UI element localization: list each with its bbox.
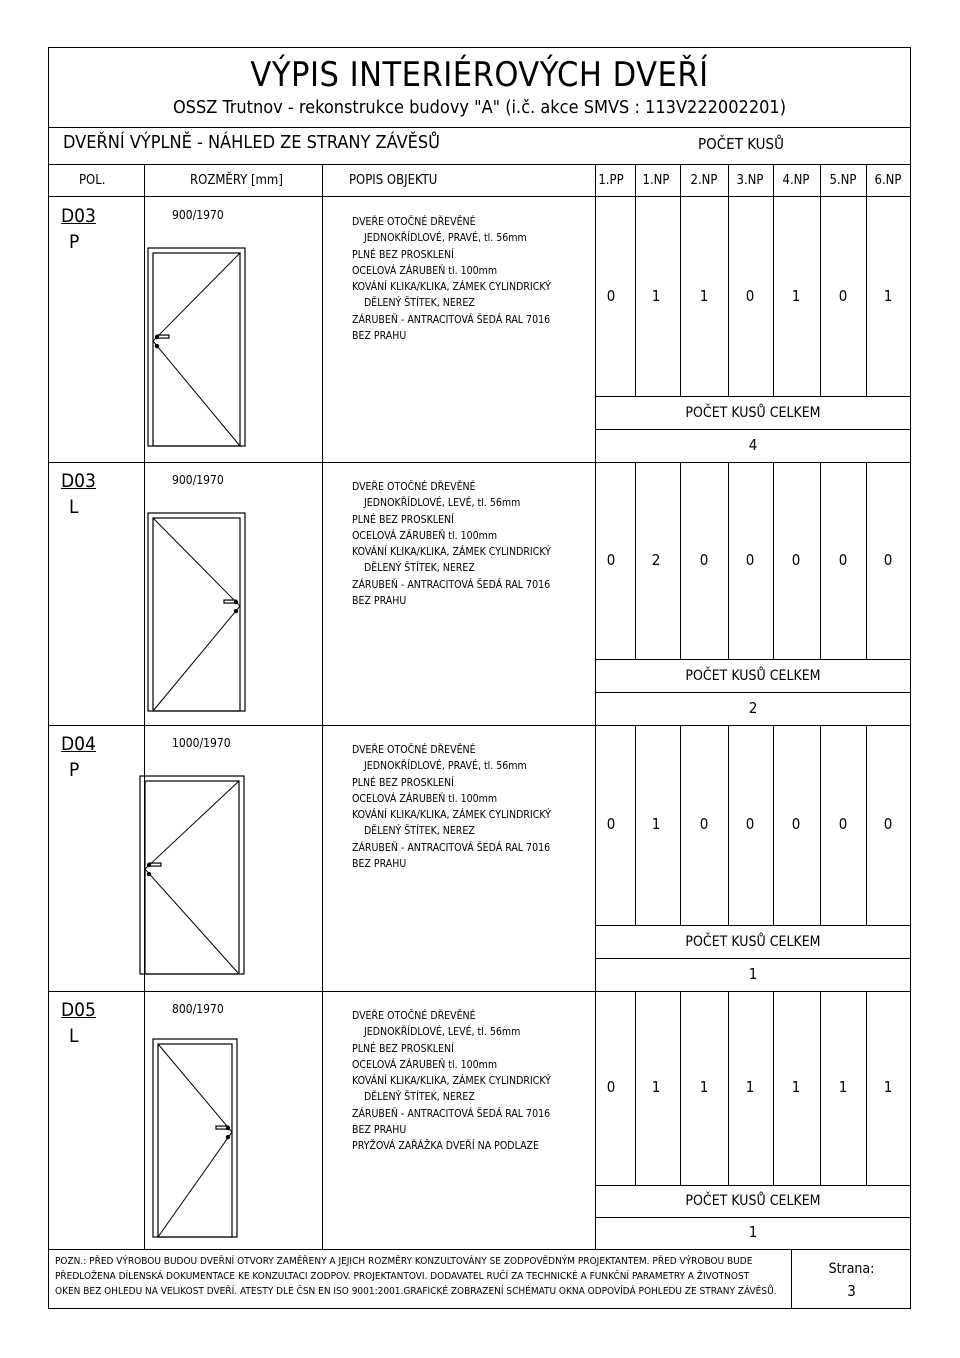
page-subtitle: OSSZ Trutnov - rekonstrukce budovy "A" (i.č. akce SMVS : 113V222002201) xyxy=(172,97,787,118)
grid-line xyxy=(595,659,911,660)
opening-line xyxy=(153,253,240,341)
grid-line xyxy=(728,197,729,396)
floor-count: 0 xyxy=(745,815,755,833)
floor-count: 1 xyxy=(699,1078,709,1096)
header-col-divider xyxy=(866,164,867,197)
floor-count: 0 xyxy=(745,287,755,305)
door-frame xyxy=(148,248,245,446)
grid-line xyxy=(728,991,729,1185)
door-elevation-drawing xyxy=(149,1035,241,1241)
grid-line xyxy=(48,991,911,992)
grid-line xyxy=(728,725,729,925)
door-handle-knob xyxy=(226,1126,230,1130)
grid-line xyxy=(595,197,596,462)
grid-line xyxy=(595,958,911,959)
total-label: POČET KUSŮ CELKEM xyxy=(685,668,821,684)
door-lock xyxy=(147,872,151,876)
opening-line xyxy=(153,341,240,446)
door-dimensions: 900/1970 xyxy=(172,208,224,222)
grid-line xyxy=(820,462,821,659)
header-col-divider xyxy=(680,164,681,197)
grid-line xyxy=(773,991,774,1185)
grid-line xyxy=(48,725,911,726)
floor-count: 1 xyxy=(791,287,801,305)
grid-line xyxy=(820,197,821,396)
door-leaf xyxy=(158,1044,232,1237)
footer-note: POZN.: PŘED VÝROBOU BUDOU DVEŘNÍ OTVORY ZAMĚŘENY A JEJICH ROZMĚRY KONZULTOVÁNY SE ZODPOVĚDNÝM PROJEKTANTEM. PŘED VÝROBOU BUDE PŘEDLOŽENA DÍLENSKÁ DOKUMENTACE KE KONZULTACI ZODPOV. PROJEKTANTOVI. DODAVATEL RUČÍ ZA TECHNICKÉ A FUNKČNÍ PARAMETRY A ŽIVOTNOST OKEN BEZ OHLEDU NA VELIKOST DVEŘÍ. ATESTY DLE ČSN EN ISO 9001:2001.GRAFICKÉ ZOBRAZENÍ SCHÉMATU OKNA ODPOVÍDÁ POHLEDU ZE STRANY ZÁVĚSŮ. xyxy=(55,1256,777,1297)
door-elevation-drawing xyxy=(144,509,249,715)
door-code: D03 xyxy=(61,470,96,492)
opening-line xyxy=(153,518,240,606)
grid-line xyxy=(773,725,774,925)
grid-line xyxy=(595,1217,911,1218)
column-header-floor: 6.NP xyxy=(874,173,902,188)
count-title: POČET KUSŮ xyxy=(697,135,784,153)
header-col-divider xyxy=(820,164,821,197)
grid-line xyxy=(595,396,911,397)
door-side: L xyxy=(69,496,79,518)
grid-line xyxy=(866,725,867,925)
floor-count: 0 xyxy=(838,287,848,305)
grid-line xyxy=(595,1185,911,1186)
floor-count: 1 xyxy=(838,1078,848,1096)
floor-count: 0 xyxy=(838,551,848,569)
header-col-divider xyxy=(773,164,774,197)
column-header-floor: 5.NP xyxy=(829,173,857,188)
floor-count: 0 xyxy=(606,551,616,569)
page-label: Strana: xyxy=(828,1261,875,1277)
floor-count: 0 xyxy=(699,815,709,833)
page-number: 3 xyxy=(847,1282,856,1300)
floor-count: 1 xyxy=(699,287,709,305)
floor-count: 2 xyxy=(651,551,661,569)
floor-count: 1 xyxy=(883,1078,893,1096)
column-header-floor: 4.NP xyxy=(782,173,810,188)
door-code: D05 xyxy=(61,999,96,1021)
total-label: POČET KUSŮ CELKEM xyxy=(685,405,821,421)
floor-count: 0 xyxy=(883,815,893,833)
floor-count: 0 xyxy=(791,551,801,569)
divider xyxy=(48,196,911,197)
floor-count: 0 xyxy=(838,815,848,833)
door-code: D04 xyxy=(61,733,96,755)
floor-count: 0 xyxy=(883,551,893,569)
divider xyxy=(791,1249,792,1309)
section-title: DVEŘNÍ VÝPLNĚ - NÁHLED ZE STRANY ZÁVĚSŮ xyxy=(63,132,441,153)
door-side: P xyxy=(69,759,80,781)
column-header-floor: 1.PP xyxy=(598,173,624,188)
floor-count: 1 xyxy=(745,1078,755,1096)
door-handle-knob xyxy=(147,863,151,867)
door-frame xyxy=(153,1039,237,1237)
total-value: 1 xyxy=(748,965,758,983)
door-handle-knob xyxy=(234,600,238,604)
door-dimensions: 1000/1970 xyxy=(172,736,231,750)
divider xyxy=(48,127,911,128)
door-description: DVEŘE OTOČNÉ DŘEVĚNÉ JEDNOKŘÍDLOVÉ, PRAVÉ, tl. 56mm PLNÉ BEZ PROSKLENÍ OCELOVÁ ZÁRUBEŇ tl. 100mm KOVÁNÍ KLIKA/KLIKA, ZÁMEK CYLINDRICKÝ DĚLENÝ ŠTÍTEK, NEREZ ZÁRUBEŇ - ANTRACITOVÁ ŠEDÁ RAL 7016 BEZ PRAHU xyxy=(352,216,551,343)
floor-count: 0 xyxy=(791,815,801,833)
door-lock xyxy=(226,1135,230,1139)
floor-count: 1 xyxy=(651,815,661,833)
total-label: POČET KUSŮ CELKEM xyxy=(685,934,821,950)
door-elevation-drawing xyxy=(136,772,248,978)
header-col-divider xyxy=(635,164,636,197)
door-elevation-drawing xyxy=(144,244,249,450)
grid-line xyxy=(866,991,867,1185)
floor-count: 1 xyxy=(791,1078,801,1096)
opening-line xyxy=(153,606,240,711)
grid-line xyxy=(322,991,323,1249)
door-lock xyxy=(234,609,238,613)
grid-line xyxy=(866,462,867,659)
header-col-divider xyxy=(595,164,596,197)
grid-line xyxy=(322,197,323,462)
opening-line xyxy=(145,869,239,974)
door-leaf xyxy=(145,781,239,974)
grid-line xyxy=(48,462,911,463)
divider xyxy=(48,1249,911,1250)
opening-line xyxy=(158,1132,232,1237)
grid-line xyxy=(680,725,681,925)
door-dimensions: 800/1970 xyxy=(172,1002,224,1016)
page-title: VÝPIS INTERIÉROVÝCH DVEŘÍ xyxy=(250,55,709,95)
floor-count: 1 xyxy=(883,287,893,305)
floor-count: 0 xyxy=(699,551,709,569)
column-header-pos: POL. xyxy=(79,173,106,188)
header-col-divider xyxy=(144,164,145,197)
door-description: DVEŘE OTOČNÉ DŘEVĚNÉ JEDNOKŘÍDLOVÉ, PRAVÉ, tl. 56mm PLNÉ BEZ PROSKLENÍ OCELOVÁ ZÁRUBEŇ tl. 100mm KOVÁNÍ KLIKA/KLIKA, ZÁMEK CYLINDRICKÝ DĚLENÝ ŠTÍTEK, NEREZ ZÁRUBEŇ - ANTRACITOVÁ ŠEDÁ RAL 7016 BEZ PRAHU xyxy=(352,744,551,871)
opening-line xyxy=(145,781,239,869)
grid-line xyxy=(680,462,681,659)
opening-line xyxy=(158,1044,232,1132)
door-leaf xyxy=(153,518,240,711)
floor-count: 0 xyxy=(606,1078,616,1096)
total-label: POČET KUSŮ CELKEM xyxy=(685,1193,821,1209)
grid-line xyxy=(144,991,145,1249)
door-lock xyxy=(155,344,159,348)
door-frame xyxy=(148,513,245,711)
total-value: 1 xyxy=(748,1223,758,1241)
door-dimensions: 900/1970 xyxy=(172,473,224,487)
door-description: DVEŘE OTOČNÉ DŘEVĚNÉ JEDNOKŘÍDLOVÉ, LEVÉ, tl. 56mm PLNÉ BEZ PROSKLENÍ OCELOVÁ ZÁRUBEŇ tl. 100mm KOVÁNÍ KLIKA/KLIKA, ZÁMEK CYLINDRICKÝ DĚLENÝ ŠTÍTEK, NEREZ ZÁRUBEŇ - ANTRACITOVÁ ŠEDÁ RAL 7016 BEZ PRAHU xyxy=(352,481,551,608)
grid-line xyxy=(595,462,596,725)
floor-count: 0 xyxy=(606,287,616,305)
grid-line xyxy=(595,925,911,926)
column-header-desc: POPIS OBJEKTU xyxy=(349,173,438,188)
grid-line xyxy=(680,991,681,1185)
grid-line xyxy=(322,725,323,991)
floor-count: 1 xyxy=(651,1078,661,1096)
total-value: 4 xyxy=(748,436,758,454)
door-code: D03 xyxy=(61,205,96,227)
grid-line xyxy=(680,197,681,396)
floor-count: 1 xyxy=(651,287,661,305)
grid-line xyxy=(595,692,911,693)
floor-count: 0 xyxy=(606,815,616,833)
column-header-floor: 1.NP xyxy=(642,173,670,188)
grid-line xyxy=(595,725,596,991)
grid-line xyxy=(820,725,821,925)
total-value: 2 xyxy=(748,699,758,717)
column-header-dims: ROZMĚRY [mm] xyxy=(190,173,283,188)
grid-line xyxy=(595,991,596,1249)
door-description: DVEŘE OTOČNÉ DŘEVĚNÉ JEDNOKŘÍDLOVÉ, LEVÉ, tl. 56mm PLNÉ BEZ PROSKLENÍ OCELOVÁ ZÁRUBEŇ tl. 100mm KOVÁNÍ KLIKA/KLIKA, ZÁMEK CYLINDRICKÝ DĚLENÝ ŠTÍTEK, NEREZ ZÁRUBEŇ - ANTRACITOVÁ ŠEDÁ RAL 7016 BEZ PRAHU PRYŽOVÁ ZAŘÁŽKA DVEŘÍ NA PODLAZE xyxy=(352,1010,551,1153)
door-leaf xyxy=(153,253,240,446)
door-side: L xyxy=(69,1025,79,1047)
column-header-floor: 2.NP xyxy=(690,173,718,188)
grid-line xyxy=(322,462,323,725)
grid-line xyxy=(820,991,821,1185)
grid-line xyxy=(595,429,911,430)
grid-line xyxy=(773,462,774,659)
header-col-divider xyxy=(728,164,729,197)
header-col-divider xyxy=(322,164,323,197)
door-side: P xyxy=(69,231,80,253)
door-handle-knob xyxy=(155,335,159,339)
floor-count: 0 xyxy=(745,551,755,569)
divider xyxy=(48,164,911,165)
grid-line xyxy=(728,462,729,659)
grid-line xyxy=(866,197,867,396)
door-frame xyxy=(140,776,244,974)
grid-line xyxy=(773,197,774,396)
column-header-floor: 3.NP xyxy=(736,173,764,188)
